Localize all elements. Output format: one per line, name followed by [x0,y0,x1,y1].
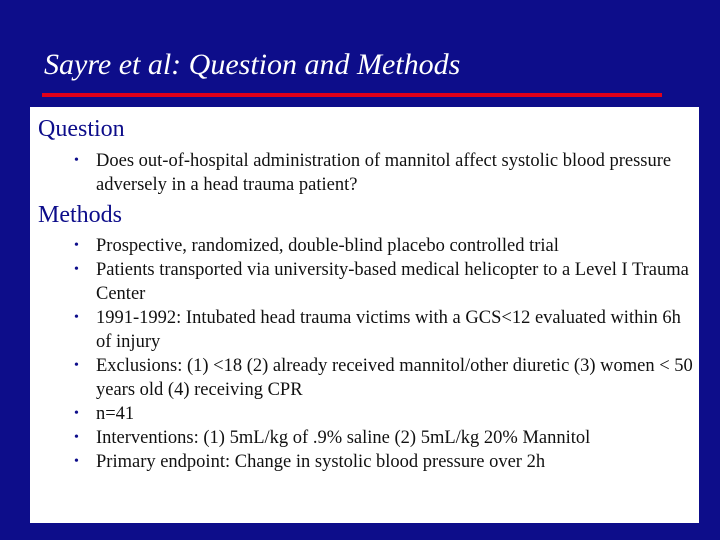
bullet-icon: • [74,454,79,469]
bullet-text: Prospective, randomized, double-blind placebo controlled trial [96,236,559,256]
list-item [30,258,698,306]
content-panel [30,107,699,523]
question-list [30,149,698,197]
list-item [30,426,698,450]
title-underline [42,93,662,97]
bullet-icon: • [74,430,79,445]
bullet-text: Primary endpoint: Change in systolic blood pressure over 2h [96,452,546,472]
list-item [30,149,698,197]
bullet-icon: • [74,310,79,325]
bullet-text: Exclusions: (1) <18 (2) already received mannitol/other diuretic (3) women < 50 years old (4) receiving CPR [96,356,693,400]
bullet-text: 1991-1992: Intubated head trauma victims with a GCS<12 evaluated within 6h of injury [96,308,681,352]
bullet-text: Interventions: (1) 5mL/kg of .9% saline (2) 5mL/kg 20% Mannitol [96,428,591,448]
bullet-icon: • [74,262,79,277]
list-item [30,354,698,402]
slide-title: Sayre et al: Question and Methods [44,48,461,81]
bullet-text: Does out-of-hospital administration of mannitol affect systolic blood pressure adversely in a head trauma patient? [96,151,672,195]
methods-list [30,234,698,474]
bullet-text: n=41 [96,404,135,424]
methods-heading: Methods [38,202,122,228]
bullet-text: Patients transported via university-based medical helicopter to a Level I Trauma Center [96,260,689,304]
list-item [30,234,698,258]
bullet-icon: • [74,406,79,421]
list-item [30,402,698,426]
list-item [30,306,698,354]
question-heading: Question [38,116,125,142]
bullet-icon: • [74,153,79,168]
bullet-icon: • [74,358,79,373]
bullet-icon: • [74,238,79,253]
list-item [30,450,698,474]
